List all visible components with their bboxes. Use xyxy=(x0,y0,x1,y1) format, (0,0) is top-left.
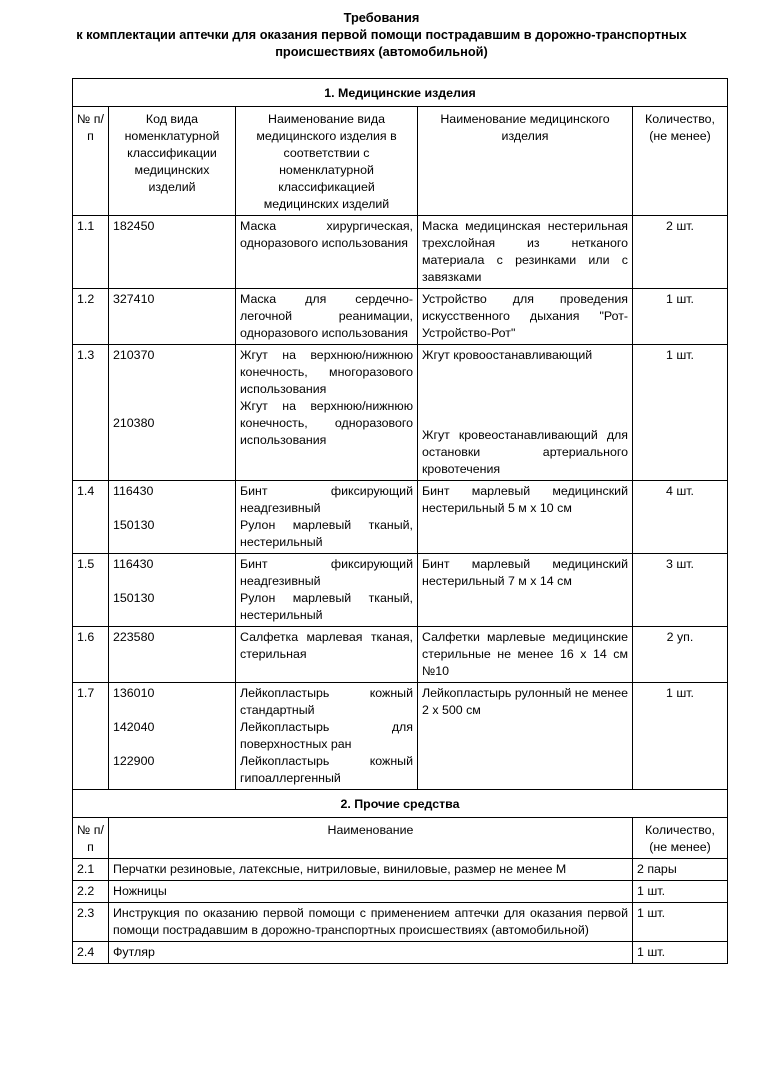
item-name: Устройство для проведения искусственного дыхания "Рот-Устройство-Рот" xyxy=(422,292,628,340)
section-1-header-row xyxy=(73,107,728,216)
row-codes xyxy=(109,345,236,481)
row-num: 1.7 xyxy=(73,683,109,790)
row-num: 1.5 xyxy=(73,554,109,627)
code-value: 116430 xyxy=(113,557,154,571)
header-type-name: Наименование вида медицинского изделия в соответствии с номенклатурной классификацией медицинских изделий xyxy=(236,107,418,216)
table-row xyxy=(73,554,728,627)
row-qty: 1 шт. xyxy=(633,289,728,345)
row-qty: 1 шт. xyxy=(633,683,728,790)
section-1-title: 1. Медицинские изделия xyxy=(73,79,728,107)
item-name: Жгут кровоостанавливающий xyxy=(422,348,593,362)
table-row xyxy=(73,859,728,881)
code-value: 182450 xyxy=(113,219,155,233)
row-item-names xyxy=(418,627,633,683)
row-num: 1.2 xyxy=(73,289,109,345)
row-name: Футляр xyxy=(109,942,633,964)
row-name: Ножницы xyxy=(109,881,633,903)
header-item-name: Наименование медицинского изделия xyxy=(418,107,633,216)
row-qty: 1 шт. xyxy=(633,345,728,481)
table-row xyxy=(73,942,728,964)
type-name: Бинт фиксирующий неадгезивный xyxy=(240,557,413,588)
code-value: 223580 xyxy=(113,630,155,644)
table-row xyxy=(73,683,728,790)
table-row xyxy=(73,345,728,481)
row-type-names xyxy=(236,683,418,790)
type-name: Жгут на верхнюю/нижнюю конечность, одноразового использования xyxy=(240,399,413,447)
header-qty: Количество, (не менее) xyxy=(633,818,728,859)
row-num: 1.4 xyxy=(73,481,109,554)
row-type-names xyxy=(236,481,418,554)
row-qty: 2 пары xyxy=(633,859,728,881)
type-name: Маска хирургическая, одноразового использования xyxy=(240,219,413,250)
item-name: Жгут кровеостанавливающий для остановки артериального кровотечения xyxy=(422,428,628,476)
type-name: Лейкопластырь кожный гипоаллергенный xyxy=(240,754,413,785)
item-name: Салфетки марлевые медицинские стерильные не менее 16 х 14 см №10 xyxy=(422,630,628,678)
title-line-2: к комплектации аптечки для оказания первой помощи пострадавшим в дорожно-транспортных xyxy=(76,27,687,42)
row-type-names xyxy=(236,554,418,627)
row-num: 2.4 xyxy=(73,942,109,964)
row-codes xyxy=(109,683,236,790)
row-name: Инструкция по оказанию первой помощи с применением аптечки для оказания первой помощи пострадавшим в дорожно-транспортных происшествиях (автомобильной) xyxy=(109,903,633,942)
row-codes xyxy=(109,481,236,554)
type-name: Жгут на верхнюю/нижнюю конечность, многоразового использования xyxy=(240,348,413,396)
item-name: Лейкопластырь рулонный не менее 2 х 500 см xyxy=(422,686,628,717)
row-num: 2.1 xyxy=(73,859,109,881)
section-2-header-row xyxy=(73,818,728,859)
row-item-names xyxy=(418,481,633,554)
row-qty: 2 уп. xyxy=(633,627,728,683)
type-name: Бинт фиксирующий неадгезивный xyxy=(240,484,413,515)
row-type-names xyxy=(236,345,418,481)
row-item-names xyxy=(418,289,633,345)
type-name: Маска для сердечно-легочной реанимации, одноразового использования xyxy=(240,292,413,340)
type-name: Рулон марлевый тканый, нестерильный xyxy=(240,518,413,549)
header-num: № п/п xyxy=(73,818,109,859)
item-name: Бинт марлевый медицинский нестерильный 7 м х 14 см xyxy=(422,557,628,588)
row-codes xyxy=(109,216,236,289)
row-num: 1.3 xyxy=(73,345,109,481)
table-row xyxy=(73,216,728,289)
section-2-title: 2. Прочие средства xyxy=(73,790,728,818)
title-line-1: Требования xyxy=(343,10,420,25)
code-value: 116430 xyxy=(113,484,154,498)
title-line-3: происшествиях (автомобильной) xyxy=(275,44,488,59)
row-qty: 3 шт. xyxy=(633,554,728,627)
code-value: 136010 xyxy=(113,686,155,700)
row-type-names xyxy=(236,627,418,683)
row-qty: 1 шт. xyxy=(633,903,728,942)
code-value: 210370 xyxy=(113,348,155,362)
header-qty: Количество, (не менее) xyxy=(633,107,728,216)
row-item-names xyxy=(418,683,633,790)
row-codes xyxy=(109,627,236,683)
row-item-names xyxy=(418,216,633,289)
row-qty: 4 шт. xyxy=(633,481,728,554)
header-code: Код вида номенклатурной классификации медицинских изделий xyxy=(109,107,236,216)
row-qty: 1 шт. xyxy=(633,881,728,903)
row-num: 1.6 xyxy=(73,627,109,683)
row-item-names xyxy=(418,345,633,481)
requirements-table xyxy=(72,78,728,964)
table-row xyxy=(73,903,728,942)
item-name: Бинт марлевый медицинский нестерильный 5 м х 10 см xyxy=(422,484,628,515)
row-item-names xyxy=(418,554,633,627)
type-name: Лейкопластырь кожный стандартный xyxy=(240,686,413,717)
row-type-names xyxy=(236,289,418,345)
table-row xyxy=(73,481,728,554)
table-row xyxy=(73,627,728,683)
row-name: Перчатки резиновые, латексные, нитриловые, виниловые, размер не менее M xyxy=(109,859,633,881)
item-name: Маска медицинская нестерильная трехслойная из нетканого материала с резинками или с завязками xyxy=(422,219,628,284)
code-value: 142040 xyxy=(113,720,155,734)
code-value: 327410 xyxy=(113,292,155,306)
row-num: 2.3 xyxy=(73,903,109,942)
document-title xyxy=(60,9,703,60)
type-name: Салфетка марлевая тканая, стерильная xyxy=(240,630,413,661)
row-qty: 2 шт. xyxy=(633,216,728,289)
row-qty: 1 шт. xyxy=(633,942,728,964)
code-value: 122900 xyxy=(113,754,155,768)
row-codes xyxy=(109,289,236,345)
code-value: 150130 xyxy=(113,518,155,532)
header-name: Наименование xyxy=(109,818,633,859)
type-name: Лейкопластырь для поверхностных ран xyxy=(240,720,413,751)
code-value: 210380 xyxy=(113,416,155,430)
row-num: 1.1 xyxy=(73,216,109,289)
header-num: № п/п xyxy=(73,107,109,216)
table-row xyxy=(73,881,728,903)
type-name: Рулон марлевый тканый, нестерильный xyxy=(240,591,413,622)
row-type-names xyxy=(236,216,418,289)
code-value: 150130 xyxy=(113,591,155,605)
row-num: 2.2 xyxy=(73,881,109,903)
table-row xyxy=(73,289,728,345)
row-codes xyxy=(109,554,236,627)
